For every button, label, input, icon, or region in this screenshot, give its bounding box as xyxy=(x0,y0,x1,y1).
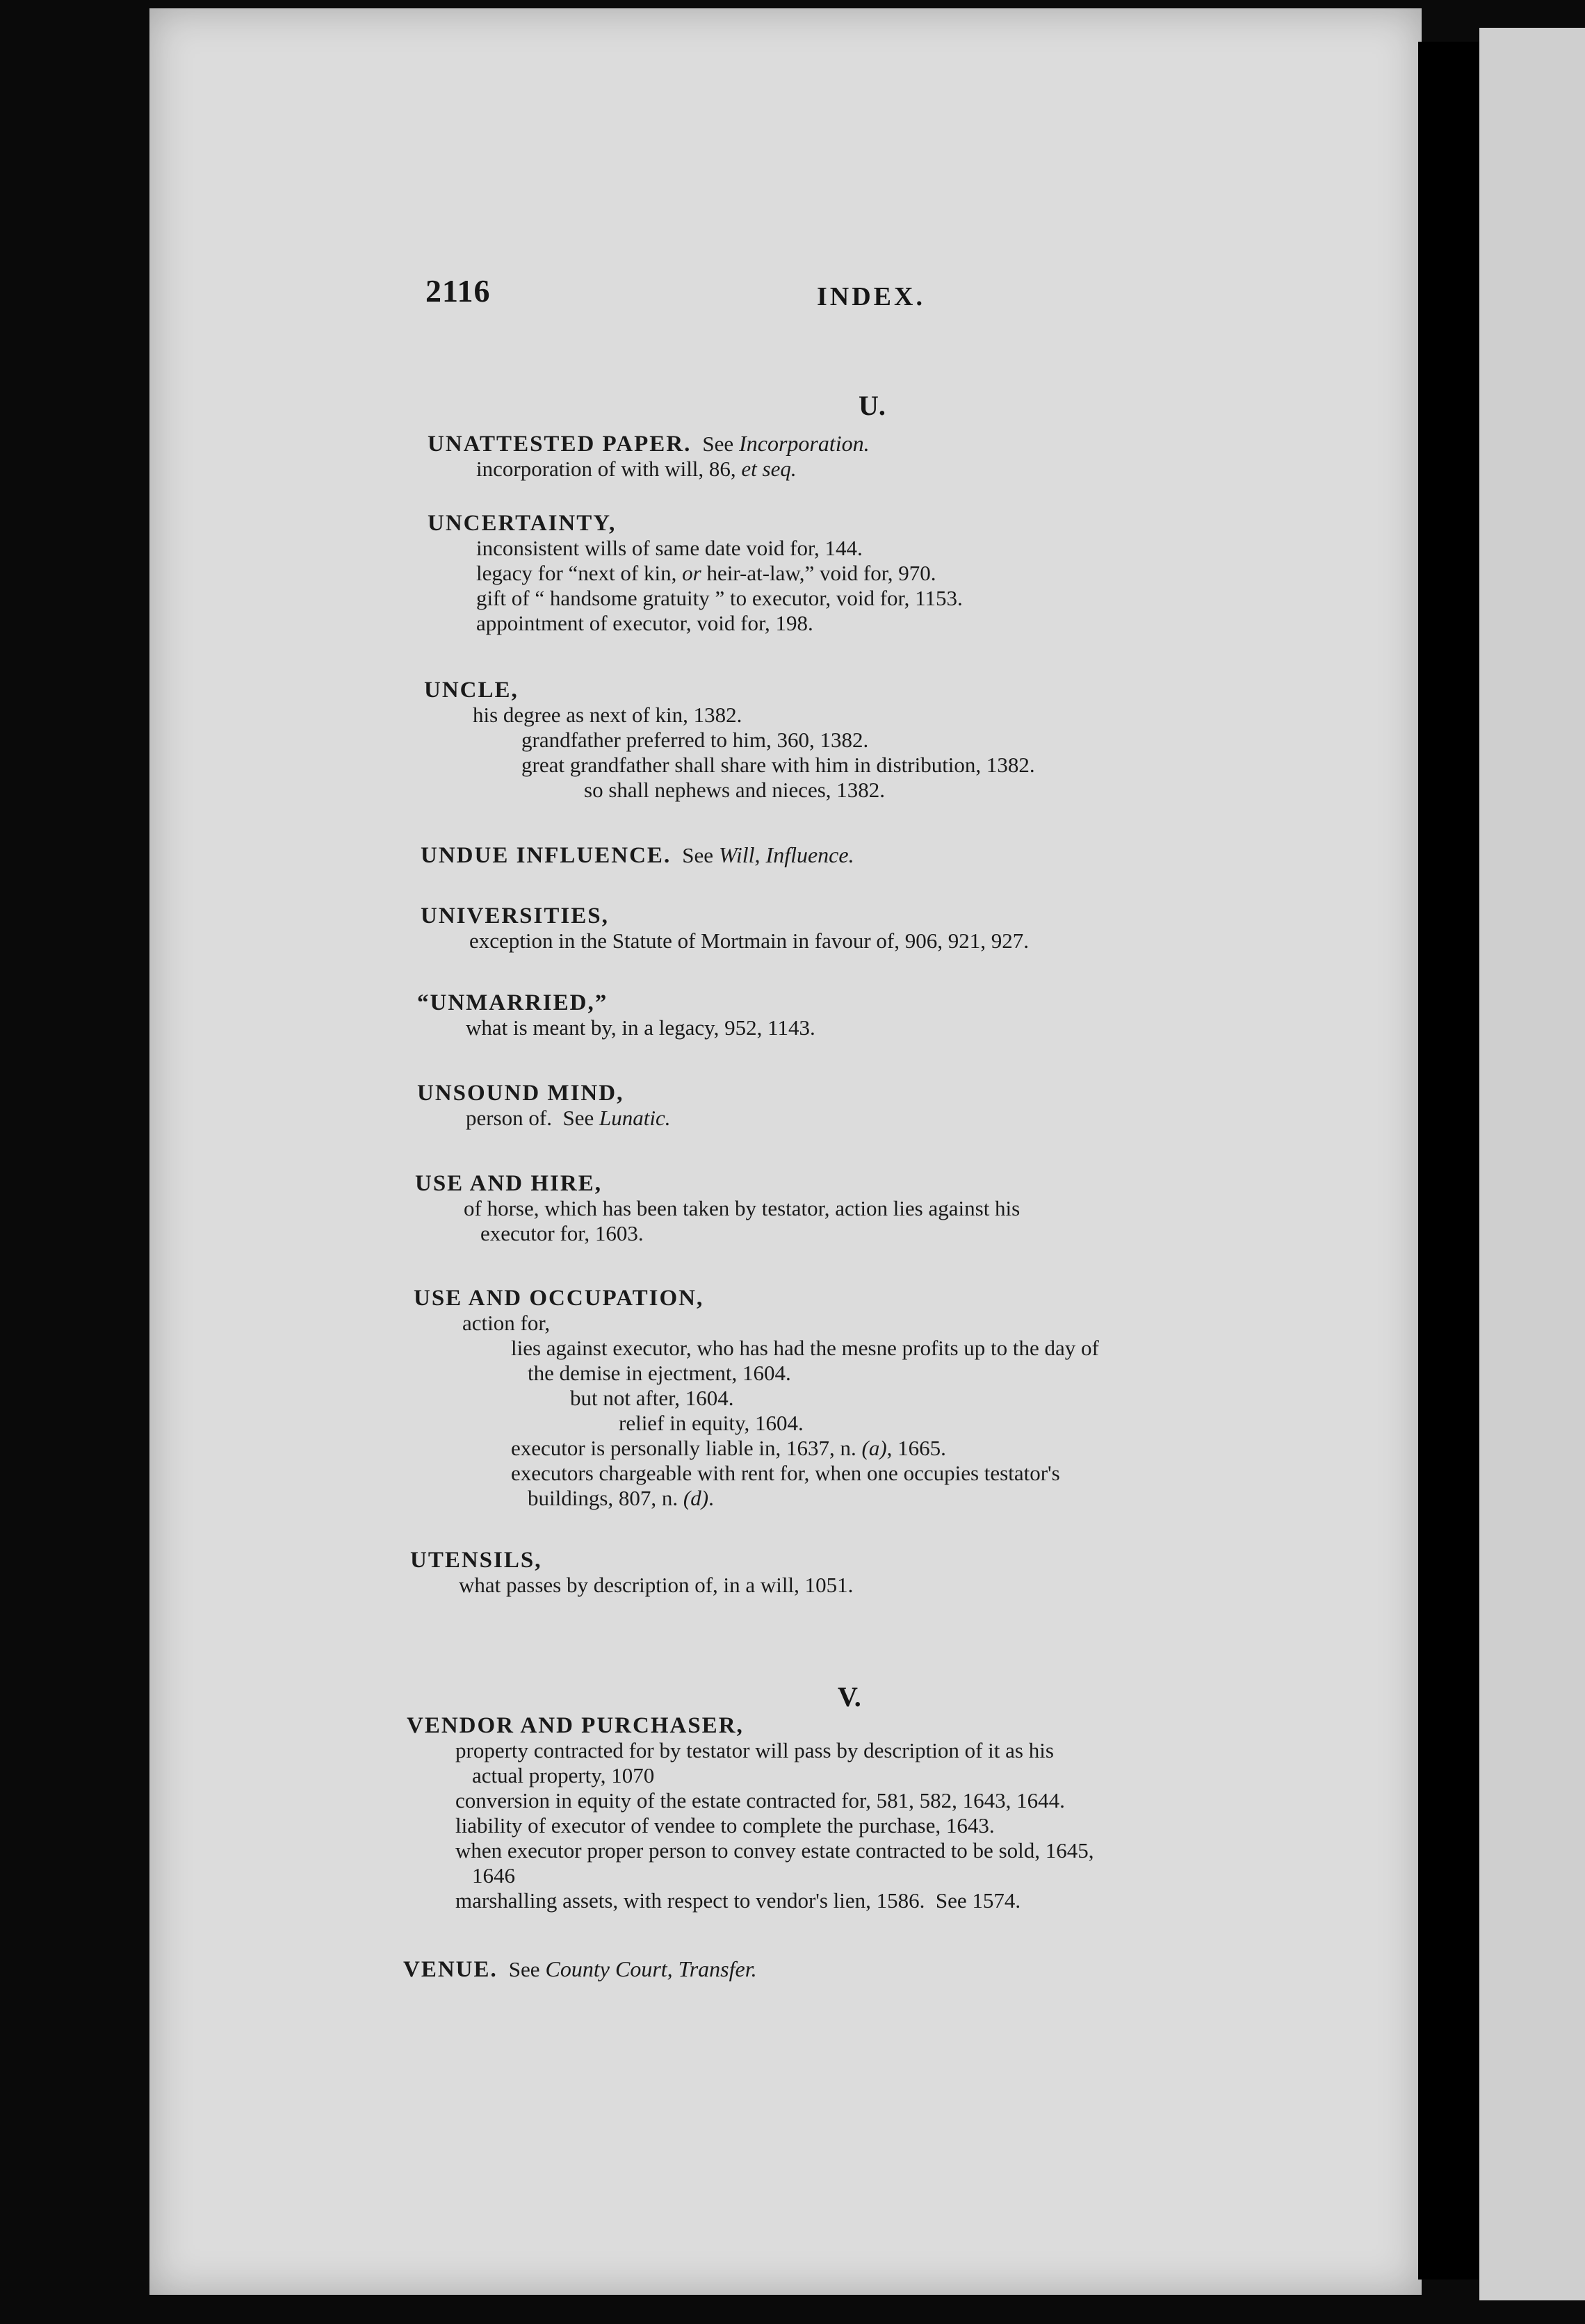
sub-entry: of horse, which has been taken by testator, action lies against his executor for, 1603. xyxy=(464,1196,1021,1245)
sub-entry: lies against executor, who has had the mesne profits up to the day of the demise in ejectment, 1604. xyxy=(511,1336,1099,1385)
cross-reference: Will, Influence. xyxy=(718,842,854,867)
entry-headword: VENDOR AND PURCHASER, xyxy=(407,1713,744,1738)
section-letter-u: U. xyxy=(859,390,886,421)
entry-headword: UNDUE INFLUENCE. xyxy=(421,843,672,868)
cross-reference: County Court, Transfer. xyxy=(545,1956,757,1981)
entry-headword: UNATTESTED PAPER. xyxy=(428,432,692,457)
index-entry-uncertainty xyxy=(428,511,1359,636)
entry-headword: UNSOUND MIND, xyxy=(417,1081,624,1106)
sub-entry: but not after, 1604. xyxy=(570,1386,734,1410)
index-entry-uncle xyxy=(424,678,1356,803)
sub-entry: liability of executor of vendee to complete the purchase, 1643. xyxy=(455,1813,995,1838)
entry-headword: UTENSILS, xyxy=(410,1548,542,1573)
entry-headword: “UNMARRIED,” xyxy=(417,990,608,1015)
sub-entry: gift of “ handsome gratuity ” to executor, void for, 1153. xyxy=(476,586,963,610)
index-entry-utensils xyxy=(410,1548,1342,1598)
sub-entry: great grandfather shall share with him in distribution, 1382. xyxy=(521,753,1035,777)
entry-headword: UNCERTAINTY, xyxy=(428,511,617,536)
sub-entry: action for, xyxy=(462,1311,551,1335)
sub-entry: inconsistent wills of same date void for, 144. xyxy=(476,536,863,560)
sub-entry: grandfather preferred to him, 360, 1382. xyxy=(521,728,869,752)
adjacent-page-edge xyxy=(1479,28,1585,2300)
entry-headword: UNIVERSITIES, xyxy=(421,903,609,928)
entry-headword: USE AND HIRE, xyxy=(415,1171,602,1196)
sub-entry: what passes by description of, in a will, 1051. xyxy=(459,1573,854,1597)
sub-entry: relief in equity, 1604. xyxy=(619,1411,804,1435)
index-entry-use-and-occupation xyxy=(414,1286,1317,1511)
running-head: INDEX. xyxy=(817,282,925,311)
sub-entry: executors chargeable with rent for, when one occupies testator's buildings, 807, n. (d). xyxy=(511,1461,1060,1510)
page-number: 2116 xyxy=(425,273,491,309)
index-entry-vendor-and-purchaser xyxy=(407,1713,1317,1913)
index-entry-undue-influence: UNDUE INFLUENCE. See Will, Influence. xyxy=(421,842,854,868)
sub-entry: incorporation of with will, 86, xyxy=(476,457,736,481)
entry-headword: VENUE. xyxy=(403,1957,498,1982)
sub-entry: property contracted for by testator will pass by description of it as his actual property, 1070 xyxy=(455,1738,1054,1787)
index-entry-unattested-paper: UNATTESTED PAPER. See Incorporation. incorporation of with will, 86, et seq. xyxy=(428,431,870,481)
index-entry-unsound-mind xyxy=(417,1081,1349,1131)
sub-entry: appointment of executor, void for, 198. xyxy=(476,611,813,635)
index-entry-venue: VENUE. See County Court, Transfer. xyxy=(403,1956,757,1982)
entry-headword: UNCLE, xyxy=(424,678,519,703)
sub-entry: when executor proper person to convey estate contracted to be sold, 1645, 1646 xyxy=(455,1838,1094,1888)
sub-entry: his degree as next of kin, 1382. xyxy=(473,703,742,727)
index-entry-use-and-hire xyxy=(415,1171,1312,1246)
sub-entry: executor is personally liable in, 1637, n. (a), 1665. xyxy=(511,1436,946,1460)
index-entry-unmarried xyxy=(417,990,1349,1040)
sub-entry: legacy for “next of kin, or heir-at-law,” void for, 970. xyxy=(476,561,936,585)
sub-entry: conversion in equity of the estate contracted for, 581, 582, 1643, 1644. xyxy=(455,1788,1065,1812)
sub-entry: so shall nephews and nieces, 1382. xyxy=(584,778,886,802)
section-letter-v: V. xyxy=(838,1681,861,1712)
book-gutter xyxy=(1418,42,1481,2280)
index-entry-universities xyxy=(421,903,1352,954)
book-page xyxy=(149,8,1422,2295)
sub-entry: person of. See Lunatic. xyxy=(466,1106,671,1130)
cross-reference: Incorporation. xyxy=(739,431,870,456)
entry-headword: USE AND OCCUPATION, xyxy=(414,1286,704,1311)
sub-entry: marshalling assets, with respect to vendor's lien, 1586. See 1574. xyxy=(455,1888,1021,1913)
sub-entry: exception in the Statute of Mortmain in favour of, 906, 921, 927. xyxy=(469,928,1029,953)
sub-entry: what is meant by, in a legacy, 952, 1143. xyxy=(466,1015,815,1040)
cross-reference: Lunatic. xyxy=(599,1106,671,1130)
